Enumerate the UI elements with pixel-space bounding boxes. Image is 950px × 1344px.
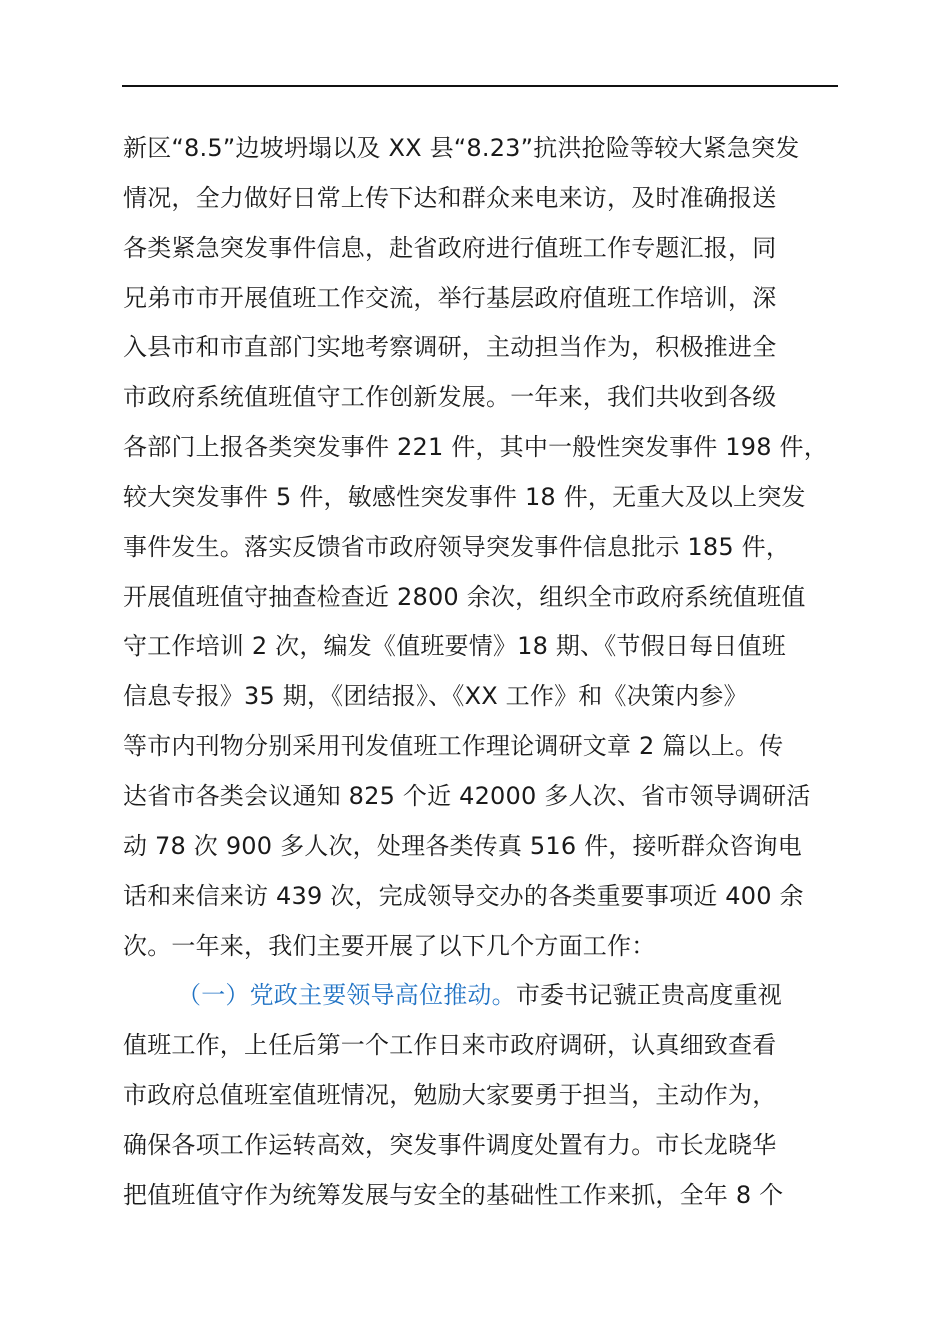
text-line: 动 78 次 900 多人次，处理各类传真 516 件，接听群众咨询电: [123, 831, 802, 860]
text-line: 各部门上报各类突发事件 221 件，其中一般性突发事件 198 件，: [123, 433, 828, 462]
text-line: 情况，全力做好日常上传下达和群众来电来访，及时准确报送: [123, 183, 777, 212]
text-line: 次。一年来，我们主要开展了以下几个方面工作：: [123, 931, 656, 960]
text-line: 确保各项工作运转高效，突发事件调度处置有力。市长龙晓华: [123, 1130, 777, 1159]
text-line: 市政府总值班室值班情况，勉励大家要勇于担当，主动作为，: [123, 1081, 777, 1110]
header-rule: [122, 85, 838, 87]
text-line: 入县市和市直部门实地考察调研，主动担当作为，积极推进全: [123, 333, 777, 362]
text-line: 兄弟市市开展值班工作交流，举行基层政府值班工作培训，深: [123, 283, 777, 312]
section-heading: （一）党政主要领导高位推动。: [177, 981, 516, 1010]
text-line: 等市内刊物分别采用刊发值班工作理论调研文章 2 篇以上。传: [123, 732, 784, 761]
document-body: [123, 124, 843, 1221]
text-line: 话和来信来访 439 次，完成领导交办的各类重要事项近 400 余: [123, 881, 804, 910]
text-line: 守工作培训 2 次，编发《值班要情》18 期、《节假日每日值班: [123, 632, 786, 661]
text-line: 开展值班值守抽查检查近 2800 余次，组织全市政府系统值班值: [123, 582, 806, 611]
text-line: 较大突发事件 5 件，敏感性突发事件 18 件，无重大及以上突发: [123, 482, 806, 511]
text-line: 市政府系统值班值守工作创新发展。一年来，我们共收到各级: [123, 383, 777, 412]
section-first-line: [123, 971, 843, 1021]
text-line: 信息专报》35 期，《团结报》、《XX 工作》和《决策内参》: [123, 682, 748, 711]
text-line: 各类紧急突发事件信息，赴省政府进行值班工作专题汇报，同: [123, 233, 777, 262]
text-line: 新区“8.5”边坡坍塌以及 XX 县“8.23”抗洪抢险等较大紧急突发: [123, 134, 800, 162]
text-line: 把值班值守作为统筹发展与安全的基础性工作来抓，全年 8 个: [123, 1180, 784, 1209]
text-line: 事件发生。落实反馈省市政府领导突发事件信息批示 185 件，: [123, 532, 791, 561]
text-line: 值班工作，上任后第一个工作日来市政府调研，认真细致查看: [123, 1031, 777, 1060]
text-line: 达省市各类会议通知 825 个近 42000 多人次、省市领导调研活: [123, 781, 811, 810]
section-first-line-text: 市委书记虢正贵高度重视: [515, 981, 783, 1010]
